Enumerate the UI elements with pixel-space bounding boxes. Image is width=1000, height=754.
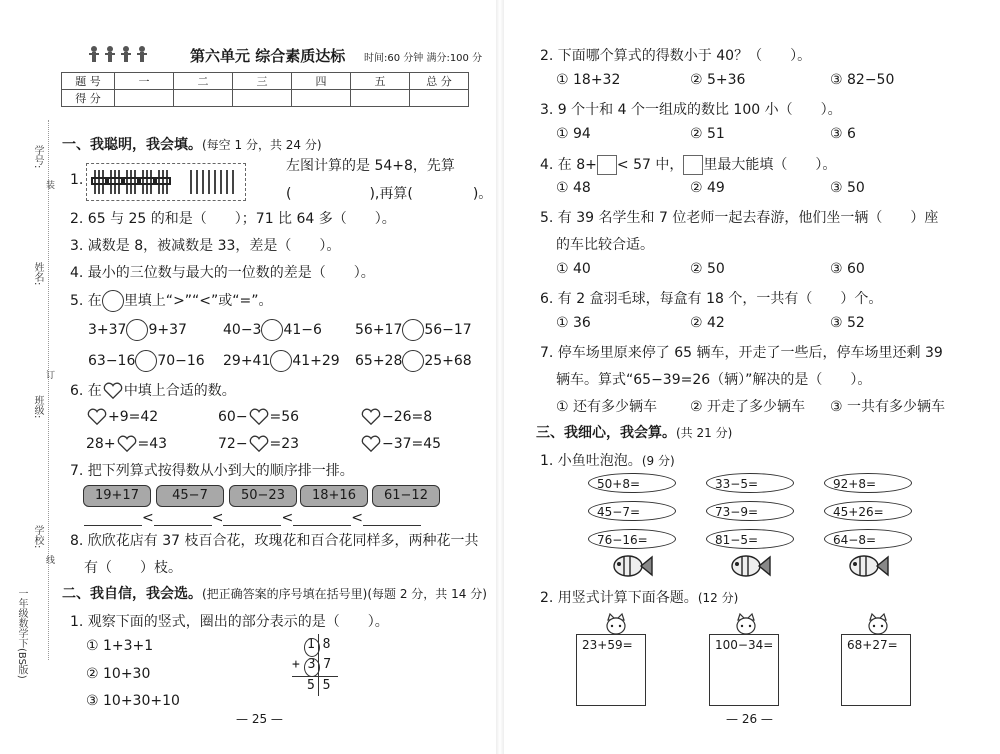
expr-left: 40−3	[223, 322, 262, 338]
section-2-heading	[62, 583, 487, 603]
choice-option[interactable]: ① 48	[556, 180, 591, 196]
kitty-icon	[734, 612, 758, 636]
score-input-cell[interactable]	[351, 90, 410, 107]
choice-option[interactable]: ① 还有多少辆车	[556, 399, 658, 415]
bubble-problem[interactable]: 81−5=	[706, 529, 794, 549]
score-table-cell: 得 分	[62, 90, 115, 107]
margin-name: 姓名:	[32, 262, 43, 286]
vertical-calc-box[interactable]: 23+59=	[576, 634, 646, 706]
fish-icon	[846, 553, 890, 579]
heart-blank-icon[interactable]	[360, 408, 382, 426]
c4-pre: 4. 在 8+	[540, 157, 597, 173]
section-title: 三、我细心，我会算。	[536, 425, 676, 441]
kitty-icon	[604, 612, 628, 636]
binding-mark: 线	[44, 555, 54, 564]
section-note: (共 21 分)	[676, 426, 733, 440]
choice-option[interactable]: ③ 82−50	[830, 72, 895, 88]
margin-student-id: 学号:	[32, 145, 43, 169]
q4-text: 4. 最小的三位数与最大的一位数的差是（ ）。	[70, 265, 375, 281]
c4-post: 里最大能填（ ）。	[703, 157, 837, 173]
calc-1-score: (9 分)	[641, 454, 675, 468]
expr-right: =23	[269, 436, 300, 452]
choice-option[interactable]: ③ 50	[830, 180, 865, 196]
heart-blank-icon[interactable]	[116, 435, 138, 453]
expr-right: −37=45	[382, 436, 442, 452]
order-blank[interactable]	[154, 511, 212, 526]
calc-2-text: 2. 用竖式计算下面各题。	[540, 590, 698, 606]
page-number: — 26 —	[726, 712, 773, 726]
bubble-problem[interactable]: 73−9=	[706, 501, 794, 521]
q8-line2: 有（ ）枝。	[84, 560, 182, 576]
kitty-icon	[866, 612, 890, 636]
vertical-calc-box[interactable]: 100−34=	[709, 634, 779, 706]
expr-right: 41−6	[283, 322, 322, 338]
q6-instruction	[70, 380, 236, 400]
choice-option[interactable]: ① 36	[556, 315, 591, 331]
choice-option[interactable]: ② 51	[690, 126, 725, 142]
vertical-row: 1 8	[307, 637, 331, 652]
heart-blank-icon[interactable]	[248, 435, 270, 453]
compare-circle[interactable]	[126, 319, 148, 341]
choice-1-text: 1. 观察下面的竖式，圈出的部分表示的是（ ）。	[70, 614, 389, 630]
binding-mark: 订	[44, 370, 54, 379]
section-title: 二、我自信，我会选。	[62, 586, 202, 602]
score-table-cell: 四	[292, 73, 351, 90]
choice-7-line1: 7. 停车场里原来停了 65 辆车，开走了一些后，停车场里还剩 39	[540, 345, 943, 361]
fish-icon	[728, 553, 772, 579]
score-table-cell: 五	[351, 73, 410, 90]
less-than: <	[351, 510, 363, 526]
heart-item	[360, 435, 441, 453]
compare-circle[interactable]	[402, 350, 424, 372]
circle-icon	[102, 290, 124, 312]
vertical-row: 5 5	[307, 678, 331, 693]
heart-blank-icon[interactable]	[248, 408, 270, 426]
compare-item	[223, 350, 340, 372]
expr-right: =43	[137, 436, 168, 452]
score-input-cell[interactable]	[233, 90, 292, 107]
order-blank[interactable]	[293, 511, 351, 526]
time-info: 时间:60 分钟 满分:100 分	[364, 53, 483, 64]
choice-option[interactable]: ③ 52	[830, 315, 865, 331]
score-table-cell: 一	[115, 73, 174, 90]
less-than: <	[142, 510, 154, 526]
choice-option[interactable]: ② 5+36	[690, 72, 746, 88]
q8-line1: 8. 欣欣花店有 37 枝百合花，玫瑰花和百合花同样多，两种花一共	[70, 533, 479, 549]
fish-icon	[610, 553, 654, 579]
choice-3-text: 3. 9 个十和 4 个一组成的数比 100 小（ ）。	[540, 102, 842, 118]
compare-item	[223, 319, 322, 341]
q1-line2	[286, 183, 492, 203]
vertical-calc-box[interactable]: 68+27=	[841, 634, 911, 706]
choice-option[interactable]: ③ 6	[830, 126, 856, 142]
score-table-cell: 题 号	[62, 73, 115, 90]
order-blank[interactable]	[84, 511, 142, 526]
choice-7-line2: 辆车。算式“65−39=26（辆）”解决的是（ ）。	[556, 372, 872, 388]
bubble-problem[interactable]: 50+8=	[588, 473, 676, 493]
choice-option[interactable]: ② 50	[690, 261, 725, 277]
order-blank[interactable]	[223, 511, 281, 526]
margin-class: 班级:	[32, 395, 43, 419]
choice-4-text	[540, 154, 836, 175]
expression-pill: 45−7	[156, 485, 224, 507]
expression-pill: 50−23	[229, 485, 297, 507]
exam-title: 第六单元 综合素质达标	[190, 47, 346, 65]
choice-6-text: 6. 有 2 盒羽毛球，每盒有 18 个，一共有（ ）个。	[540, 291, 883, 307]
heart-blank-icon[interactable]	[86, 408, 108, 426]
bubble-problem[interactable]: 45+26=	[824, 501, 912, 521]
choice-option[interactable]: ① 94	[556, 126, 591, 142]
calc-1-text: 1. 小鱼吐泡泡。	[540, 453, 642, 469]
section-1-heading	[62, 134, 322, 154]
compare-circle[interactable]	[135, 350, 157, 372]
vertical-row: + 3 7	[292, 657, 332, 672]
q1-number: 1.	[70, 172, 84, 188]
score-table-cell: 二	[174, 73, 233, 90]
paren: (	[286, 186, 292, 202]
compare-circle[interactable]	[402, 319, 424, 341]
choice-option[interactable]: ① 1+3+1	[86, 638, 154, 654]
calc-2-heading	[540, 587, 738, 607]
expr-right: 70−16	[157, 353, 205, 369]
q5-post: 里填上“>”“<”或“=”。	[123, 293, 273, 309]
expr-right: =56	[269, 409, 300, 425]
heart-item	[360, 408, 432, 426]
choice-option[interactable]: ② 49	[690, 180, 725, 196]
choice-option[interactable]: ② 42	[690, 315, 725, 331]
book-label: 一年级数学下(BS版)	[16, 588, 27, 679]
vertical-rule	[292, 676, 338, 677]
expression-pill: 19+17	[83, 485, 151, 507]
binding-line	[48, 120, 49, 660]
choice-option[interactable]: ① 40	[556, 261, 591, 277]
q6-post: 中填上合适的数。	[123, 383, 236, 399]
choice-5-line1: 5. 有 39 名学生和 7 位老师一起去春游，他们坐一辆（ ）座	[540, 210, 939, 226]
bubble-problem[interactable]: 45−7=	[588, 501, 676, 521]
choice-option[interactable]: ③ 60	[830, 261, 865, 277]
less-than: <	[211, 510, 224, 526]
counting-sticks-box	[86, 163, 246, 201]
q5-instruction	[70, 290, 273, 312]
bubble-problem[interactable]: 33−5=	[706, 473, 794, 493]
heart-blank-icon[interactable]	[360, 435, 382, 453]
bubble-problem[interactable]: 92+8=	[824, 473, 912, 493]
binding-mark: 装	[44, 180, 54, 189]
compare-circle[interactable]	[270, 350, 292, 372]
expr-right: 9+37	[148, 322, 187, 338]
expr-left: 3+37	[88, 322, 127, 338]
score-input-cell[interactable]	[174, 90, 233, 107]
heart-item	[218, 435, 299, 453]
heart-item	[86, 435, 167, 453]
paren: )。	[472, 186, 493, 202]
score-table	[61, 72, 469, 107]
square-icon	[683, 155, 703, 175]
expr-right: 56−17	[424, 322, 472, 338]
right-page	[500, 0, 1000, 754]
section-title: 一、我聪明，我会填。	[62, 137, 202, 153]
choice-option[interactable]: ③ 10+30+10	[86, 693, 180, 709]
bubble-problem[interactable]: 64−8=	[824, 529, 912, 549]
choice-2-text: 2. 下面哪个算式的得数小于 40？（ ）。	[540, 48, 812, 64]
score-table-header-row	[62, 73, 469, 90]
expression-pill: 61−12	[372, 485, 440, 507]
heart-item	[218, 408, 299, 426]
section-3-heading	[536, 422, 732, 442]
expr-right: 25+68	[424, 353, 472, 369]
heart-item	[86, 408, 158, 426]
score-table-cell: 三	[233, 73, 292, 90]
vertical-divider	[318, 634, 319, 696]
page-number: — 25 —	[236, 712, 283, 726]
q2-text: 2. 65 与 25 的和是（ ）；71 比 64 多（ ）。	[70, 211, 396, 227]
order-blank[interactable]	[363, 511, 421, 526]
score-table-cell: 总 分	[410, 73, 469, 90]
expr-left: 28+	[86, 436, 116, 452]
expr-right: −26=8	[382, 409, 433, 425]
q6-pre: 6. 在	[70, 383, 102, 399]
expr-left: 63−16	[88, 353, 136, 369]
score-table-score-row	[62, 90, 469, 107]
square-icon	[597, 155, 617, 175]
expr-left: 29+41	[223, 353, 271, 369]
expression-pill: 18+16	[300, 485, 368, 507]
ordering-blanks	[84, 510, 421, 526]
q7-text: 7. 把下列算式按得数从小到大的顺序排一排。	[70, 463, 354, 479]
expr-left: 56+17	[355, 322, 403, 338]
choice-option[interactable]: ② 10+30	[86, 666, 151, 682]
q1-line1: 左图计算的是 54+8，先算	[286, 158, 455, 174]
compare-item	[88, 350, 205, 372]
compare-item	[355, 350, 472, 372]
heart-icon	[102, 382, 124, 400]
expr-right: 41+29	[292, 353, 340, 369]
calc-2-score: (12 分)	[697, 591, 739, 605]
compare-circle[interactable]	[261, 319, 283, 341]
children-logo-icon	[86, 44, 156, 68]
compare-item	[355, 319, 472, 341]
q5-pre: 5. 在	[70, 293, 102, 309]
expr-left: 60−	[218, 409, 248, 425]
calc-1-heading	[540, 450, 675, 470]
choice-option[interactable]: ③ 一共有多少辆车	[830, 399, 946, 415]
less-than: <	[281, 510, 294, 526]
score-input-cell[interactable]	[115, 90, 174, 107]
score-input-cell[interactable]	[292, 90, 351, 107]
compare-item	[88, 319, 187, 341]
score-input-cell[interactable]	[410, 90, 469, 107]
counting-sticks-icon	[87, 164, 245, 200]
section-note: (每空 1 分，共 24 分)	[202, 138, 322, 152]
choice-option[interactable]: ② 开走了多少辆车	[690, 399, 806, 415]
c4-mid: < 57 中，	[616, 157, 684, 173]
paren: ),再算(	[369, 186, 413, 202]
expr-left: 65+28	[355, 353, 403, 369]
expr-left: 72−	[218, 436, 248, 452]
bubble-problem[interactable]: 76−16=	[588, 529, 676, 549]
margin-school: 学校:	[32, 525, 43, 549]
expr-right: +9=42	[108, 409, 159, 425]
choice-option[interactable]: ① 18+32	[556, 72, 621, 88]
choice-5-line2: 的车比较合适。	[556, 237, 654, 253]
q3-text: 3. 减数是 8，被减数是 33，差是（ ）。	[70, 238, 341, 254]
section-note: (把正确答案的序号填在括号里)(每题 2 分，共 14 分)	[202, 587, 487, 601]
